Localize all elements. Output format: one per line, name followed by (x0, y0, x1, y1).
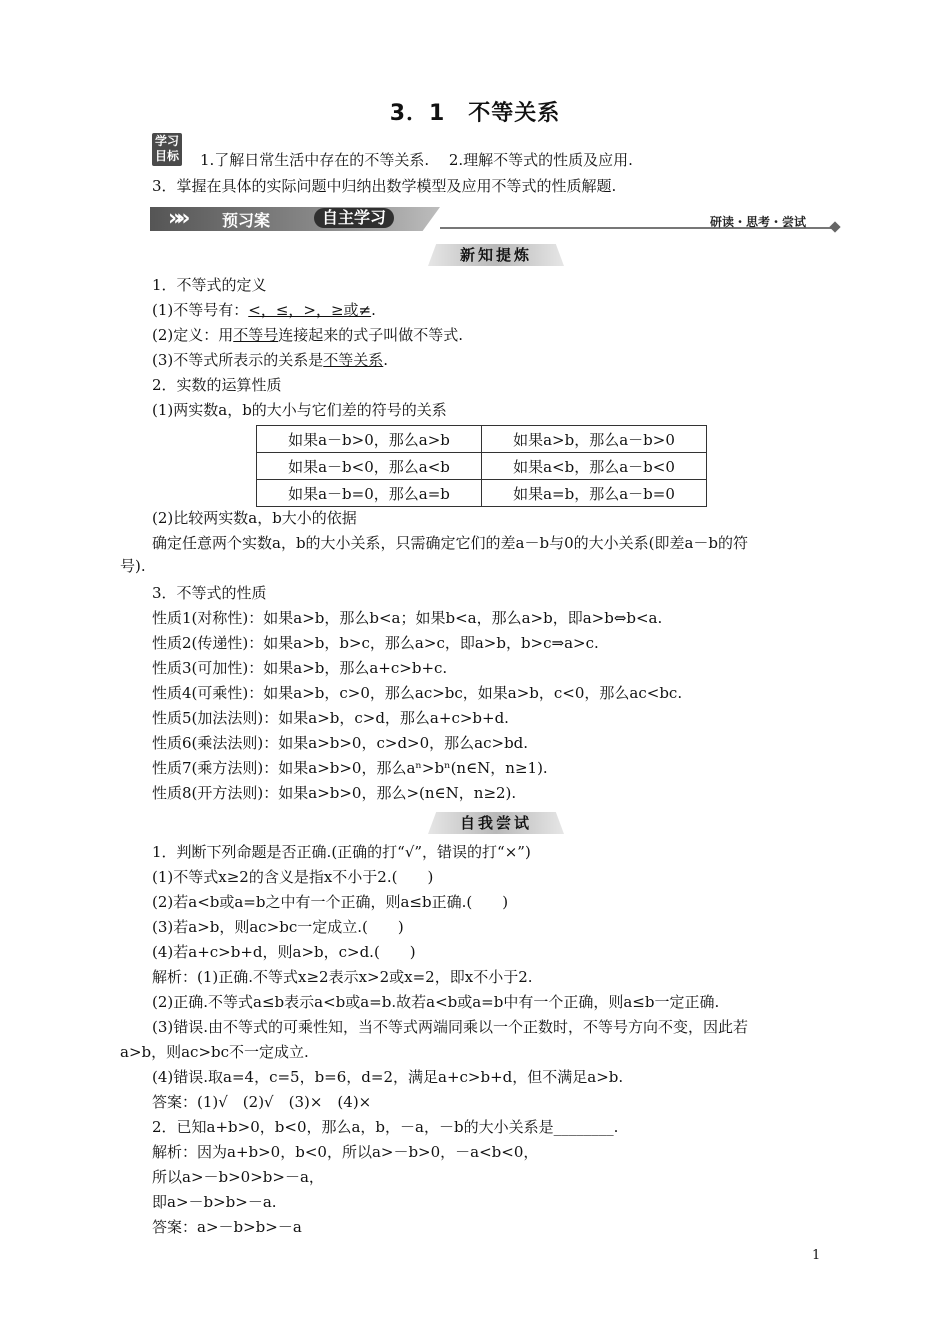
text: (2)定义：用 (152, 326, 234, 344)
question-1-item-3: (3)若a>b，则ac>bc一定成立.( ) (152, 918, 404, 936)
section-banner (150, 205, 840, 233)
question-1-item-4: (4)若a+c>b+d，则a>b，c>d.( ) (152, 943, 416, 961)
table-cell: 如果a－b<0，那么a<b (257, 453, 482, 480)
para-basis-detail-cont: 号). (120, 557, 146, 575)
text: . (383, 351, 389, 369)
heading-1: 1．不等式的定义 (152, 276, 267, 294)
banner-right-label: 研读・思考・尝试 (710, 215, 807, 229)
property-6: 性质6(乘法法则)：如果a>b>0，c>d>0，那么ac>bd. (152, 734, 529, 752)
table-row (257, 453, 707, 480)
banner-left-label: 预习案 (222, 211, 271, 230)
question-1: 1．判断下列命题是否正确.(正确的打“√”，错误的打“×”) (152, 843, 531, 861)
analysis-2-2: 所以a>－b>0>b>－a， (152, 1168, 324, 1186)
para-basis: (2)比较两实数a，b大小的依据 (152, 509, 357, 527)
para-relation (152, 350, 388, 370)
section-tag-label: 自我尝试 (459, 814, 532, 832)
text: (3)不等式所表示的关系是 (152, 351, 324, 369)
text: . (371, 301, 376, 319)
chevron-right-icon: »» (168, 206, 185, 231)
banner-bar (150, 207, 440, 231)
property-1: 性质1(对称性)：如果a>b，那么b<a；如果b<a，那么a>b，即a>b⇔b<a. (152, 609, 663, 627)
text: (1)不等号有： (152, 301, 249, 319)
underlined-answer: 不等号 (233, 326, 279, 344)
para-symbols (152, 300, 376, 320)
text: 连接起来的式子叫做不等式. (278, 326, 464, 344)
heading-3: 3．不等式的性质 (152, 584, 267, 602)
table-cell: 如果a－b=0，那么a=b (257, 480, 482, 507)
analysis-2-3: 即a>－b>b>－a. (152, 1193, 277, 1211)
analysis-2-1: 解析：因为a+b>0，b<0，所以a>－b>0，－a<b<0， (152, 1143, 539, 1161)
table-cell: 如果a=b，那么a－b=0 (482, 480, 707, 507)
objectives-badge (152, 133, 182, 166)
property-7: 性质7(乘方法则)：如果a>b>0，那么aⁿ>bⁿ(n∈N，n≥1). (152, 759, 548, 777)
objectives-badge-bottom: 目标 (154, 149, 179, 163)
comparison-table (256, 425, 707, 507)
underlined-answer: <，≤，>，≥或≠ (248, 301, 372, 319)
table-cell: 如果a>b，那么a－b>0 (482, 426, 707, 453)
objectives-badge-top: 学习 (154, 134, 179, 148)
analysis-1-3-cont: a>b，则ac>bc不一定成立. (120, 1043, 309, 1061)
property-3: 性质3(可加性)：如果a>b，那么a+c>b+c. (152, 659, 448, 677)
section-tag-label: 新知提炼 (459, 246, 532, 264)
question-1-item-2: (2)若a<b或a=b之中有一个正确，则a≤b正确.( ) (152, 893, 509, 911)
table-row (257, 480, 707, 507)
analysis-1-3: (3)错误.由不等式的可乘性知，当不等式两端同乘以一个正数时，不等号方向不变，因此若 (152, 1018, 749, 1036)
answer-2: 答案：a>－b>b>－a (152, 1218, 302, 1236)
objective-line-1: 1.了解日常生活中存在的不等关系. 2.理解不等式的性质及应用. (200, 151, 633, 169)
para-basis-detail: 确定任意两个实数a，b的大小关系，只需确定它们的差a－b与0的大小关系(即差a－b的符 (152, 534, 749, 552)
diamond-icon (829, 221, 840, 232)
section-tag-new-knowledge (428, 244, 564, 266)
banner-middle-label: 自主学习 (314, 208, 394, 228)
analysis-1-2: (2)正确.不等式a≤b表示a<b或a=b.故若a<b或a=b中有一个正确，则a≤b一定正确. (152, 993, 720, 1011)
question-2: 2．已知a+b>0，b<0，那么a，b，－a，－b的大小关系是________. (152, 1118, 619, 1136)
section-tag-self-test (428, 812, 564, 834)
heading-2: 2．实数的运算性质 (152, 376, 282, 394)
property-4: 性质4(可乘性)：如果a>b，c>0，那么ac>bc，如果a>b，c<0，那么ac<bc. (152, 684, 683, 702)
para-definition (152, 325, 463, 345)
analysis-1-4: (4)错误.取a=4，c=5，b=6，d=2，满足a+c>b+d，但不满足a>b. (152, 1068, 624, 1086)
table-cell: 如果a<b，那么a－b<0 (482, 453, 707, 480)
question-1-item-1: (1)不等式x≥2的含义是指x不小于2.( ) (152, 868, 434, 886)
page-number: 1 (812, 1248, 821, 1263)
property-2: 性质2(传递性)：如果a>b，b>c，那么a>c，即a>b，b>c⇒a>c. (152, 634, 599, 652)
page-title: 3．1 不等关系 (389, 101, 561, 126)
para-compare: (1)两实数a，b的大小与它们差的符号的关系 (152, 401, 447, 419)
table-row (257, 426, 707, 453)
answer-1: 答案：(1)√ (2)√ (3)× (4)× (152, 1093, 372, 1111)
table-cell: 如果a－b>0，那么a>b (257, 426, 482, 453)
property-8: 性质8(开方法则)：如果a>b>0，那么>(n∈N，n≥2). (152, 784, 517, 802)
property-5: 性质5(加法法则)：如果a>b，c>d，那么a+c>b+d. (152, 709, 509, 727)
objective-line-2: 3．掌握在具体的实际问题中归纳出数学模型及应用不等式的性质解题. (152, 177, 617, 195)
underlined-answer: 不等关系 (323, 351, 384, 369)
analysis-1-1: 解析：(1)正确.不等式x≥2表示x>2或x=2，即x不小于2. (152, 968, 533, 986)
